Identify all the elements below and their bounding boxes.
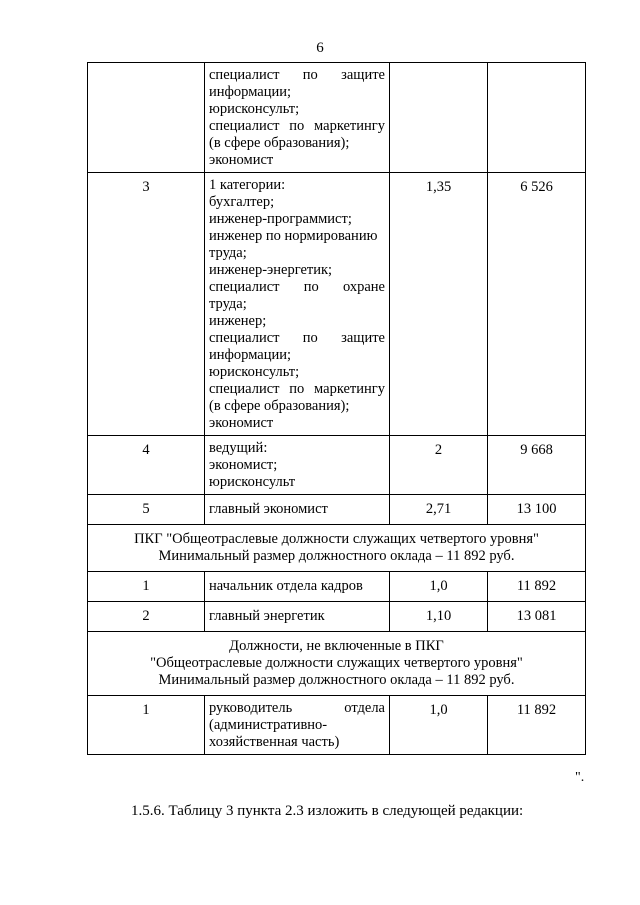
table-row [88, 572, 586, 602]
position-line: инженер по нормированию [209, 228, 378, 244]
position-cell [205, 495, 390, 525]
group-header-line: Должности, не включенные в ПКГ [229, 638, 444, 654]
coefficient-cell: 1,35 [390, 173, 488, 436]
row-number-cell: 1 [88, 696, 205, 755]
group-header-line: Минимальный размер должностного оклада – 11 892 руб. [158, 672, 515, 688]
closing-quote: ". [575, 770, 585, 785]
position-line: (в сфере образования); [209, 398, 350, 414]
row-number-cell [88, 63, 205, 173]
salary-cell: 13 081 [488, 602, 586, 632]
position-line: экономист; [209, 457, 278, 473]
coefficient-cell: 1,0 [390, 572, 488, 602]
row-number-cell: 3 [88, 173, 205, 436]
group-header-line: ПКГ "Общеотраслевые должности служащих четвертого уровня" [134, 531, 539, 547]
table-row [88, 696, 586, 755]
table-row [88, 436, 586, 495]
position-line: начальник отдела кадров [209, 578, 363, 594]
position-line: бухгалтер; [209, 194, 275, 210]
salary-cell: 6 526 [488, 173, 586, 436]
position-line: юрисконсульт; [209, 364, 300, 380]
salary-cell [488, 63, 586, 173]
position-cell [205, 602, 390, 632]
position-line: информации; [209, 347, 292, 363]
group-header-line: "Общеотраслевые должности служащих четвертого уровня" [150, 655, 523, 671]
coefficient-cell: 1,10 [390, 602, 488, 632]
position-line: инженер-энергетик; [209, 262, 333, 278]
position-line: инженер-программист; [209, 211, 352, 227]
position-line: главный энергетик [209, 608, 325, 624]
position-line: главный экономист [209, 501, 328, 517]
position-line: ведущий: [209, 440, 268, 456]
position-line: специалист по защите [209, 330, 385, 346]
coefficient-cell: 2 [390, 436, 488, 495]
page-number: 6 [316, 40, 324, 56]
table-group-row [88, 632, 586, 696]
position-line: информации; [209, 84, 292, 100]
row-number-cell: 5 [88, 495, 205, 525]
coefficient-cell: 2,71 [390, 495, 488, 525]
position-line: (в сфере образования); [209, 135, 350, 151]
row-number-cell: 1 [88, 572, 205, 602]
position-line: экономист [209, 152, 274, 168]
salary-cell: 9 668 [488, 436, 586, 495]
position-line: хозяйственная часть) [209, 734, 340, 750]
salary-cell: 13 100 [488, 495, 586, 525]
table-group-row [88, 525, 586, 572]
position-line: экономист [209, 415, 274, 431]
coefficient-cell: 1,0 [390, 696, 488, 755]
position-line: специалист по защите [209, 67, 385, 83]
row-number-cell: 2 [88, 602, 205, 632]
position-line: специалист по охране [209, 279, 385, 295]
table-row [88, 495, 586, 525]
table-row [88, 173, 586, 436]
position-cell [205, 436, 390, 495]
position-line: труда; [209, 296, 247, 312]
position-cell [205, 572, 390, 602]
table-row [88, 602, 586, 632]
position-cell [205, 63, 390, 173]
position-line: специалист по маркетингу [209, 381, 385, 397]
salary-cell: 11 892 [488, 696, 586, 755]
coefficient-cell [390, 63, 488, 173]
position-line: специалист по маркетингу [209, 118, 385, 134]
positions-table [87, 62, 586, 755]
salary-cell: 11 892 [488, 572, 586, 602]
position-line: юрисконсульт [209, 474, 296, 490]
position-line: юрисконсульт; [209, 101, 300, 117]
group-header-cell [88, 525, 586, 572]
instruction-paragraph: 1.5.6. Таблицу 3 пункта 2.3 изложить в следующей редакции: [131, 803, 524, 819]
position-line: 1 категории: [209, 177, 286, 193]
position-cell [205, 173, 390, 436]
position-line: (административно- [209, 717, 328, 733]
position-line: инженер; [209, 313, 267, 329]
position-line: труда; [209, 245, 247, 261]
table-row [88, 63, 586, 173]
group-header-cell [88, 632, 586, 696]
position-line: руководитель отдела [209, 700, 385, 716]
row-number-cell: 4 [88, 436, 205, 495]
group-header-line: Минимальный размер должностного оклада – 11 892 руб. [158, 548, 515, 564]
position-cell [205, 696, 390, 755]
